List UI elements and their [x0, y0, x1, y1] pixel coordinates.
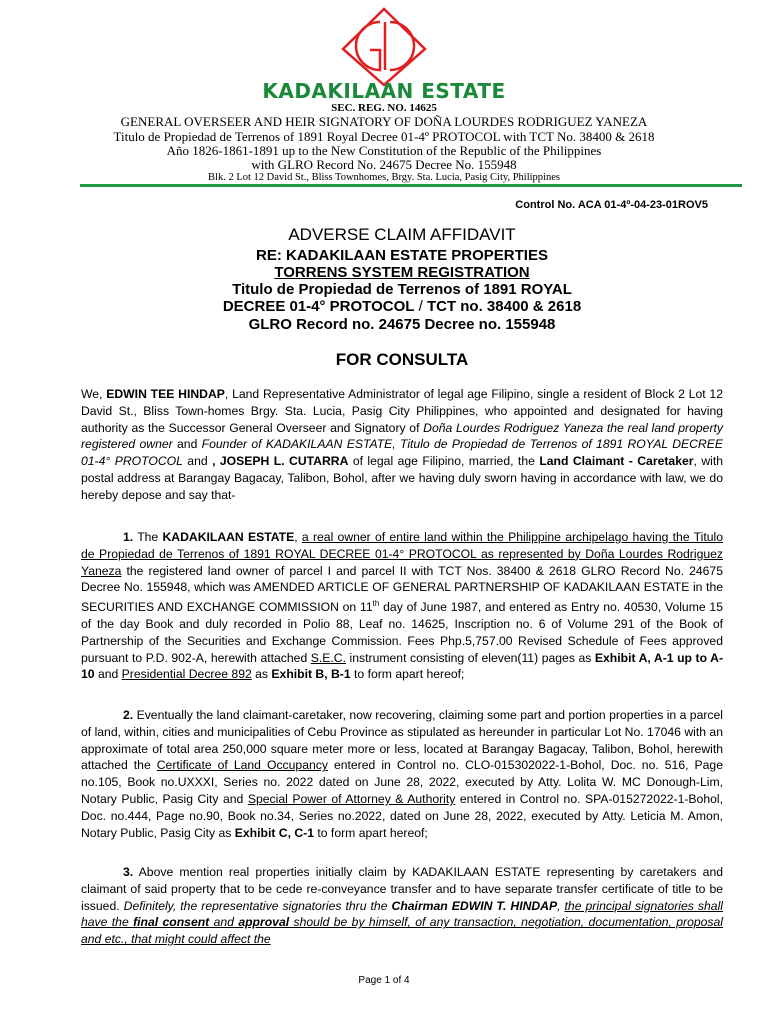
- title-line-5: [80, 298, 724, 315]
- subject-line: RE: KADAKILAAN ESTATE PROPERTIES: [256, 247, 548, 264]
- decree-text: DECREE 01-4° PROTOCOL: [222, 298, 415, 315]
- header-divider: [80, 184, 742, 187]
- page-number: Page 1 of 4: [358, 975, 410, 986]
- header-line-1: GENERAL OVERSEER AND HEIR SIGNATORY OF DOÑA LOURDES RODRIGUEZ YANEZA: [120, 114, 648, 129]
- for-consulta-heading: FOR CONSULTA: [335, 350, 469, 369]
- paragraph-2: 2. Eventually the land claimant-caretaker, now recovering, claiming some part and portion properties in a parcel of land, within, cities and municipalities of Cebu Province as stipulated as hereunder in particular Lot No. 17046 with an approximate of total area 250,000 square meter more or less, located at Barangay Bagacay, Talibon, Bohol, herewith attached the Certificate of Land Occupancy entered in Control no. CLO-015302022-1-Bohol, Doc. no. 516, Page no.105, Book no.UXXXI, Series no. 2022 dated on June 28, 2022, executed by Atty. Lolita W. MC Donough-Lim, Notary Public, Pasig City and Special Power of Attorney & Authority entered in Control no. SPA-015272022-1-Bohol, Doc. no.444, Page no.90, Book no.34, Series no.2022, dated on June 28, 2022, executed by Atty. Leticia M. Amon, Notary Public, Pasig City as Exhibit C, C-1 to form apart hereof;: [81, 708, 723, 840]
- header-line-4: with GLRO Record No. 24675 Decree No. 155948: [251, 157, 517, 172]
- control-number: Control No. ACA 01-4º-04-23-01ROV5: [515, 199, 708, 211]
- header-address: Blk. 2 Lot 12 David St., Bliss Townhomes, Brgy. Sta. Lucia, Pasig City, Philippines: [208, 172, 560, 183]
- tct-text: TCT no. 38400 & 2618: [426, 298, 582, 315]
- document-title: ADVERSE CLAIM AFFIDAVIT: [288, 225, 516, 244]
- estate-name: KADAKILAAN ESTATE: [262, 79, 506, 103]
- paragraph-1: 1. The KADAKILAAN ESTATE, a real owner of entire land within the Philippine archipelago having the Titulo de Propiedad de Terrenos of 1891 ROYAL DECREE 01-4° PROTOCOL as represented by Doña Lourdes Rodriguez Yaneza the registered land owner of parcel I and parcel II with TCT Nos. 38400 & 2618 GLRO Record No. 24675 Decree No. 155948, which was AMENDED ARTICLE OF GENERAL PARTNERSHIP OF KADAKILAAN ESTATE in the SECURITIES AND EXCHANGE COMMISSION on 11th day of June 1987, and entered as Entry no. 40530, Volume 15 of the day Book and duly recorded in Polio 88, Leaf no. 14625, Inscription no. 6 of Volume 291 of the Book of Partnership of the Securities and Exchange Commission. Fees Php.5,757.00 Revised Schedule of Fees approved pursuant to P.D. 902-A, herewith attached S.E.C. instrument consisting of eleven(11) pages as Exhibit A, A-1 up to A-10 and Presidential Decree 892 as Exhibit B, B-1 to form apart hereof;: [81, 530, 724, 682]
- intro-paragraph: We, EDWIN TEE HINDAP, Land Representative Administrator of legal age Filipino, single a resident of Block 2 Lot 12 David St., Bliss Town-homes Brgy. Sta. Lucia, Pasig City Philippines, who appointed and designated for having authority as the Successor General Overseer and Signatory of Doña Lourdes Rodriguez Yaneza the real land property registered owner and Founder of KADAKILAAN ESTATE, Titulo de Propiedad de Terrenos of 1891 ROYAL DECREE 01-4° PROTOCOL and , JOSEPH L. CUTARRA of legal age Filipino, married, the Land Claimant - Caretaker, with postal address at Barangay Bagacay, Talibon, Bohol, after we having duly sworn having in accordance with law, we do hereby depose and say that-: [81, 387, 723, 502]
- kadakilaan-logo-icon: [340, 6, 428, 88]
- title-line-6: GLRO Record no. 24675 Decree no. 155948: [248, 316, 556, 333]
- sec-registration: SEC. REG. NO. 14625: [331, 102, 437, 114]
- header-line-2: Titulo de Propiedad de Terrenos of 1891 Royal Decree 01-4º PROTOCOL with TCT No. 38400 & 2618: [113, 129, 655, 144]
- separator: /: [414, 298, 427, 315]
- paragraph-3: 3. Above mention real properties initially claim by KADAKILAAN ESTATE representing by caretakers and claimant of said property that to be cede re-conveyance transfer and to have separate transfer certificate of title to be issued. Definitely, the representative signatories thru the Chairman EDWIN T. HINDAP, the principal signatories shall have the final consent and approval should be by himself, of any transaction, negotiation, documentation, proposal and etc., that might could affect the: [81, 865, 723, 947]
- header-line-3: Año 1826-1861-1891 up to the New Constitution of the Republic of the Philippines: [166, 143, 602, 158]
- registration-line: TORRENS SYSTEM REGISTRATION: [274, 264, 530, 281]
- title-line-4: Titulo de Propiedad de Terrenos of 1891 ROYAL: [232, 281, 572, 298]
